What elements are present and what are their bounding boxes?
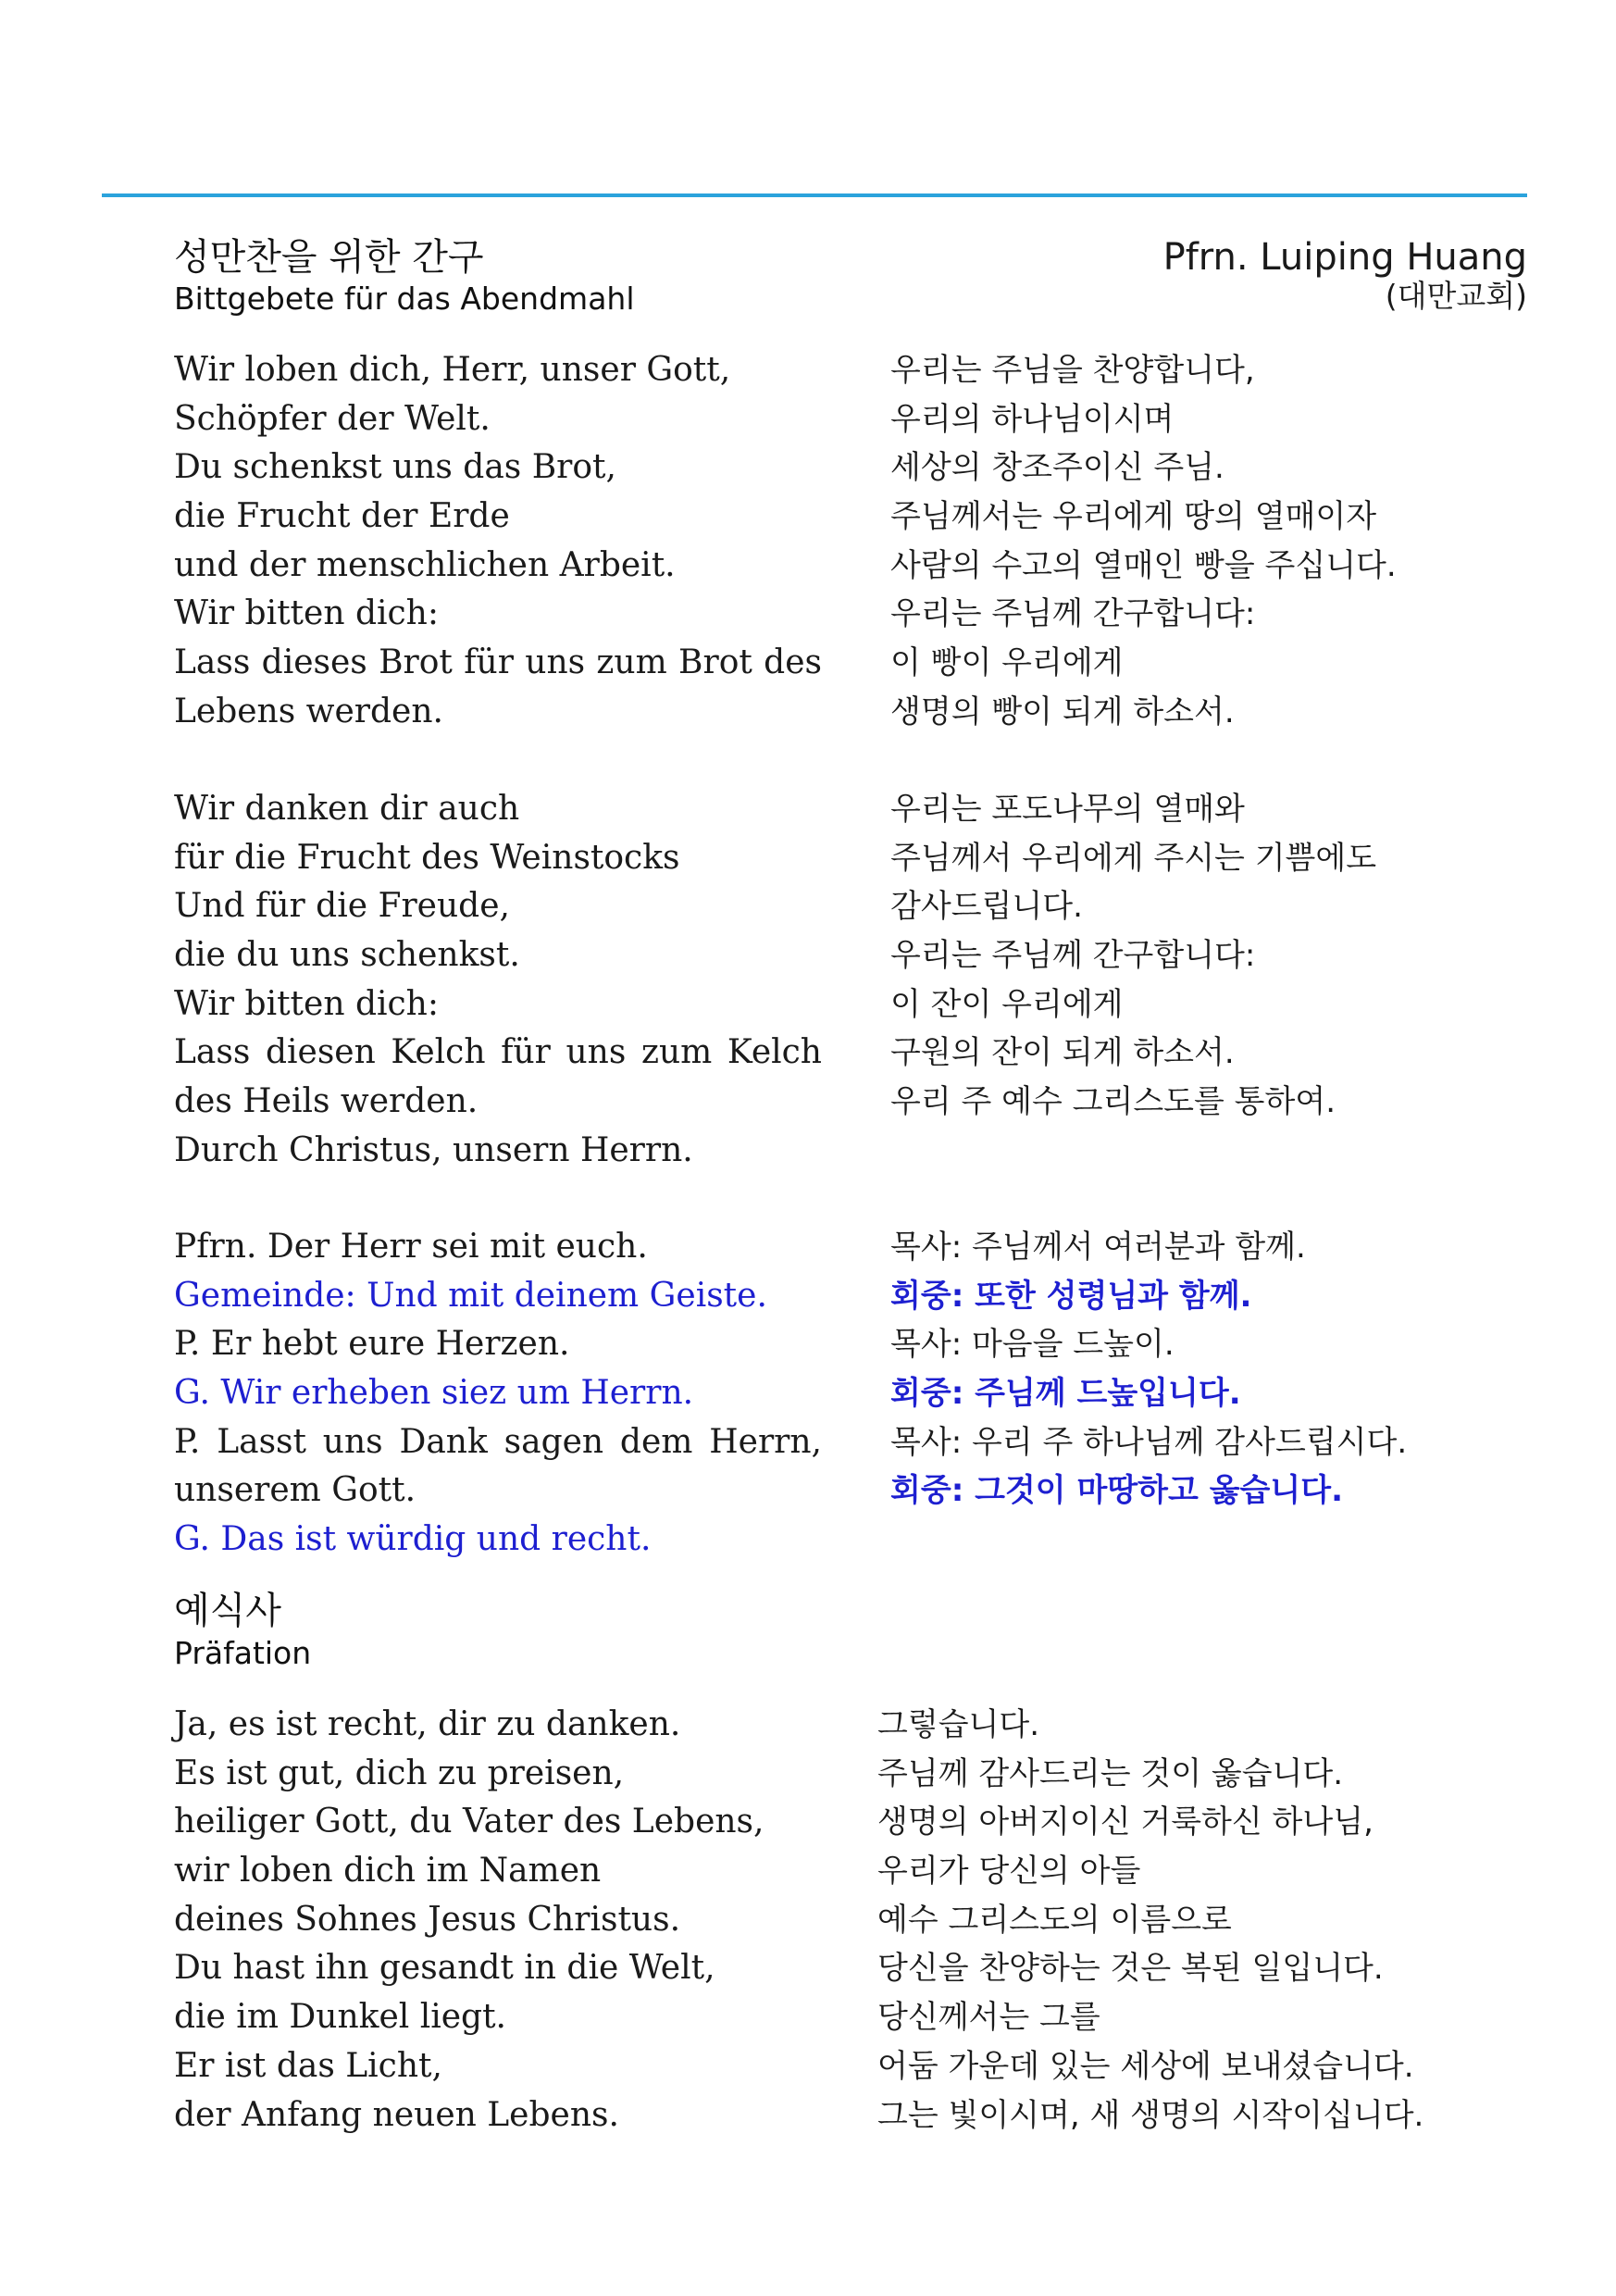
pastor-line: 목사: 주님께서 여러분과 함께.: [890, 1229, 1306, 1266]
pastor-line: Pfrn. Der Herr sei mit euch.: [174, 1228, 648, 1266]
text-line: 당신께서는 그를: [877, 1999, 1100, 2037]
section-title-ko: 성만찬을 위한 간구: [174, 236, 484, 279]
pastor-line: 목사: 우리 주 하나님께 감사드립시다.: [890, 1423, 1408, 1461]
bread-prayer-german: [174, 346, 822, 737]
text-line: Wir loben dich, Herr, unser Gott,: [174, 351, 731, 389]
text-line: deines Sohnes Jesus Christus.: [174, 1900, 681, 1939]
text-line: 이 잔이 우리에게: [890, 985, 1124, 1023]
dialogue-german: [174, 1223, 822, 1565]
text-line: Und für die Freude,: [174, 887, 510, 926]
text-line: 우리가 당신의 아들: [877, 1853, 1141, 1890]
text-line: Durch Christus, unsern Herrn.: [174, 1130, 693, 1169]
cup-prayer-korean: [890, 785, 1483, 1127]
header-rule: [102, 193, 1527, 197]
text-line: Du hast ihn gesandt in die Welt,: [174, 1949, 715, 1988]
text-line: und der menschlichen Arbeit.: [174, 545, 676, 584]
text-line: Du schenkst uns das Brot,: [174, 448, 616, 487]
preface-german: [174, 1701, 822, 2140]
author-name: Pfrn. Luiping Huang: [1162, 236, 1527, 279]
text-line: 생명의 아버지이신 거룩하신 하나님,: [877, 1803, 1374, 1841]
section-title-de: Präfation: [174, 1635, 312, 1671]
text-line: 어둠 가운데 있는 세상에 보내셨습니다.: [877, 2047, 1414, 2085]
text-line: für die Frucht des Weinstocks: [174, 838, 680, 877]
text-line: 주님께 감사드리는 것이 옳습니다.: [877, 1754, 1344, 1792]
text-line: 우리는 주님을 찬양합니다,: [890, 352, 1255, 389]
text-line: Wir bitten dich:: [174, 594, 439, 633]
congregation-response: 회중: 그것이 마땅하고 옳습니다.: [890, 1472, 1343, 1510]
text-line: Lass diesen Kelch für uns zum Kelch: [174, 1033, 822, 1072]
text-line: wir loben dich im Namen: [174, 1852, 602, 1890]
text-line: 그는 빛이시며, 새 생명의 시작이십니다.: [877, 2096, 1424, 2134]
congregation-response: 회중: 주님께 드높입니다.: [890, 1375, 1241, 1413]
text-line: 우리는 포도나무의 열매와: [890, 791, 1245, 828]
text-line: Er ist das Licht,: [174, 2046, 442, 2085]
text-line: 생명의 빵이 되게 하소서.: [890, 693, 1235, 730]
congregation-response: Gemeinde: Und mit deinem Geiste.: [174, 1276, 767, 1315]
section-title-de: Bittgebete für das Abendmahl: [174, 281, 635, 317]
text-line: Wir danken dir auch: [174, 790, 520, 828]
text-line: 우리 주 예수 그리스도를 통하여.: [890, 1083, 1336, 1121]
author-church: (대만교회): [1385, 278, 1527, 314]
pastor-line: P. Er hebt eure Herzen.: [174, 1325, 570, 1364]
text-line: 우리는 주님께 간구합니다:: [890, 937, 1256, 975]
text-line: 구원의 잔이 되게 하소서.: [890, 1034, 1235, 1072]
text-line: 이 빵이 우리에게: [890, 644, 1124, 682]
text-line: Schöpfer der Welt.: [174, 399, 491, 438]
text-line: 당신을 찬양하는 것은 복된 일입니다.: [877, 1950, 1384, 1988]
text-line: 우리의 하나님이시며: [890, 400, 1175, 438]
text-line: Lass dieses Brot für uns zum Brot des: [174, 643, 822, 682]
text-line: Ja, es ist recht, dir zu danken.: [174, 1705, 681, 1743]
text-line: heiliger Gott, du Vater des Lebens,: [174, 1803, 764, 1841]
text-line: 사람의 수고의 열매인 빵을 주십니다.: [890, 546, 1397, 584]
dialogue-korean: [890, 1223, 1483, 1516]
congregation-response: G. Wir erheben siez um Herrn.: [174, 1374, 694, 1413]
text-line: 세상의 창조주이신 주님.: [890, 449, 1224, 487]
text-line: die du uns schenkst.: [174, 936, 520, 975]
text-line: die Frucht der Erde: [174, 497, 510, 536]
text-line: Lebens werden.: [174, 692, 443, 730]
pastor-line: unserem Gott.: [174, 1471, 416, 1510]
text-line: 그렇습니다.: [877, 1706, 1040, 1743]
text-line: der Anfang neuen Lebens.: [174, 2095, 619, 2134]
text-line: die im Dunkel liegt.: [174, 1998, 506, 2037]
text-line: Es ist gut, dich zu preisen,: [174, 1753, 625, 1792]
congregation-response: G. Das ist würdig und recht.: [174, 1520, 652, 1559]
pastor-line: 목사: 마음을 드높이.: [890, 1326, 1175, 1364]
text-line: 주님께서는 우리에게 땅의 열매이자: [890, 498, 1377, 536]
text-line: 우리는 주님께 간구합니다:: [890, 595, 1256, 633]
preface-korean: [877, 1701, 1525, 2140]
text-line: 감사드립니다.: [890, 888, 1083, 926]
text-line: des Heils werden.: [174, 1082, 479, 1121]
cup-prayer-german: [174, 785, 822, 1176]
section-title-ko: 예식사: [174, 1590, 281, 1632]
text-line: 주님께서 우리에게 주시는 기쁨에도: [890, 839, 1377, 877]
bread-prayer-korean: [890, 346, 1483, 737]
text-line: 예수 그리스도의 이름으로: [877, 1901, 1232, 1939]
congregation-response: 회중: 또한 성령님과 함께.: [890, 1277, 1252, 1315]
pastor-line: P. Lasst uns Dank sagen dem Herrn,: [174, 1422, 822, 1461]
text-line: Wir bitten dich:: [174, 984, 439, 1023]
